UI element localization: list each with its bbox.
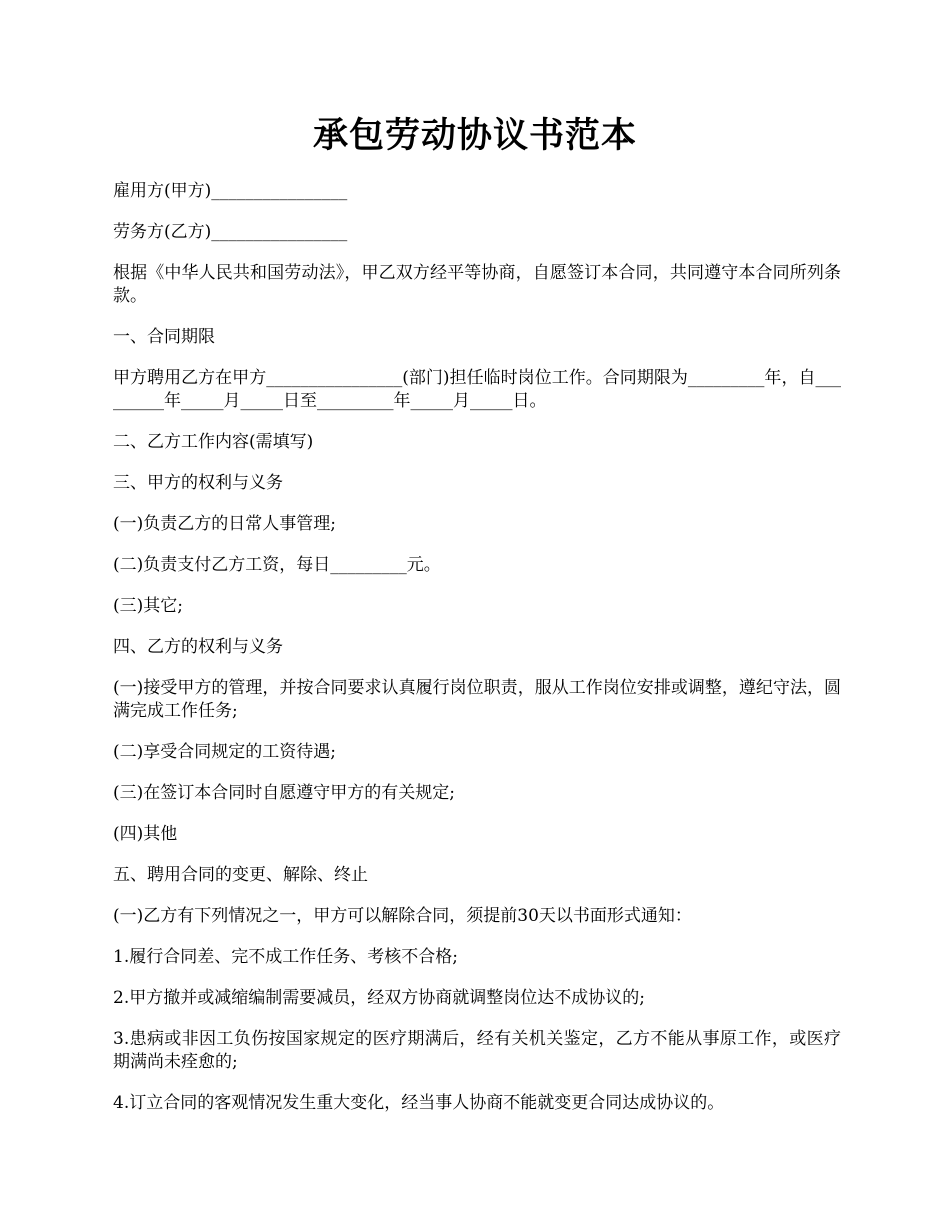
termination-item: 4.订立合同的客观情况发生重大变化，经当事人协商不能就变更合同达成协议的。 — [113, 1093, 725, 1113]
termination-clause: (一)乙方有下列情况之一，甲方可以解除合同，须提前30天以书面形式通知： — [113, 906, 692, 926]
section-heading-contract-changes: 五、聘用合同的变更、解除、终止 — [113, 865, 368, 885]
preamble-paragraph: 根据《中华人民共和国劳动法》，甲乙双方经平等协商，自愿签订本合同，共同遵守本合同所列条款。 — [113, 263, 841, 306]
party-a-clause: (三)其它; — [113, 596, 183, 616]
party-b-clause: (二)享受合同规定的工资待遇; — [113, 742, 336, 762]
laborer-line: 劳务方(乙方)________________ — [113, 222, 348, 242]
termination-item: 3.患病或非因工负伤按国家规定的医疗期满后，经有关机关鉴定，乙方不能从事原工作，或医疗期满尚未痊愈的; — [113, 1029, 841, 1072]
termination-item: 1.履行合同差、完不成工作任务、考核不合格; — [113, 947, 458, 967]
party-a-clause: (二)负责支付乙方工资，每日_________元。 — [113, 555, 441, 575]
party-a-clause: (一)负责乙方的日常人事管理; — [113, 514, 336, 534]
party-b-clause: (三)在签订本合同时自愿遵守甲方的有关规定; — [113, 783, 455, 803]
term-paragraph: 甲方聘用乙方在甲方________________(部门)担任临时岗位工作。合同期限为_________年，自_________年_____月_____日至_________年_____月_____日。 — [113, 368, 841, 411]
section-heading-work-content: 二、乙方工作内容(需填写) — [113, 432, 314, 452]
party-b-clause: (四)其他 — [113, 824, 178, 844]
document-title: 承包劳动协议书范本 — [312, 115, 637, 156]
termination-item: 2.甲方撤并或减缩编制需要减员，经双方协商就调整岗位达不成协议的; — [113, 988, 645, 1008]
document-body — [113, 180, 841, 1133]
section-heading-term: 一、合同期限 — [113, 327, 215, 347]
employer-line: 雇用方(甲方)________________ — [113, 181, 348, 201]
section-heading-party-a-rights: 三、甲方的权利与义务 — [113, 473, 283, 493]
party-b-clause: (一)接受甲方的管理，并按合同要求认真履行岗位职责，服从工作岗位安排或调整，遵纪守法，圆满完成工作任务; — [113, 678, 841, 721]
section-heading-party-b-rights: 四、乙方的权利与义务 — [113, 637, 283, 657]
